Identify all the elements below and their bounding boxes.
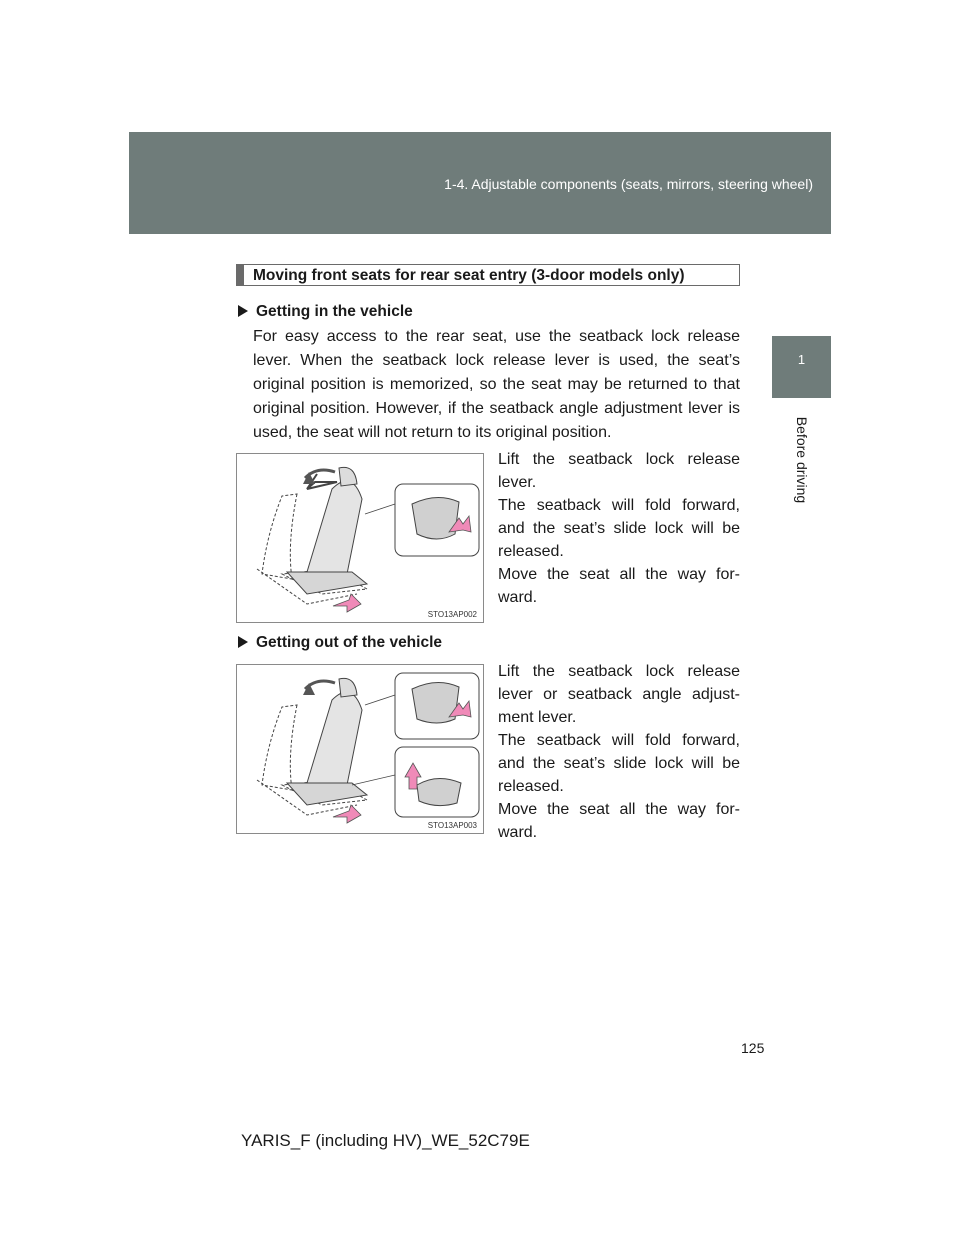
section-title: Moving front seats for rear seat entry (3-door models only) [253,267,685,284]
triangle-bullet-icon [238,636,248,648]
seat-illustration-2 [236,664,484,834]
intro-paragraph [253,325,740,445]
steps-getting-in [498,448,740,609]
subheading-text: Getting in the vehicle [256,303,413,320]
figure-code-2: STO13AP003 [427,821,477,830]
step-text: Move the seat all the way for-ward. [498,801,740,841]
section-heading-box [236,264,740,286]
seat-illustration-1 [236,453,484,623]
steps-getting-out [498,660,740,844]
subheading-text: Getting out of the vehicle [256,634,443,651]
subheading-getting-out [238,634,442,652]
footer-code: YARIS_F (including HV)_WE_52C79E [241,1131,530,1150]
step-text: The seatback will fold forward, and the seat’s slide lock will be released. [498,732,740,795]
figure-code-1: STO13AP002 [427,610,477,619]
chapter-label: Before driving [794,416,810,504]
subheading-getting-in [238,303,413,321]
triangle-bullet-icon [238,305,248,317]
seat-diagram-1 [237,454,483,622]
page-number: 125 [741,1040,765,1056]
section-heading-marker [237,265,244,285]
chapter-number: 1 [797,352,806,367]
step-text: Lift the seatback lock release lever. [498,451,740,491]
step-text: Lift the seatback lock release lever or seatback angle adjust-ment lever. [498,663,740,726]
header-title: 1-4. Adjustable components (seats, mirrors, steering wheel) [444,176,813,192]
header-band [129,132,831,234]
step-text: Move the seat all the way for-ward. [498,566,740,606]
step-text: The seatback will fold forward, and the seat’s slide lock will be released. [498,497,740,560]
chapter-tab [772,336,831,398]
intro-text: For easy access to the rear seat, use the seatback lock release lever. When the seatback lock release lever is used, the seat’s original position is memorized, so the seat may be returned to that original position. However, if the seatback angle adjustment lever is used, the seat will not return to its original position. [253,328,740,441]
seat-diagram-2 [237,665,483,833]
